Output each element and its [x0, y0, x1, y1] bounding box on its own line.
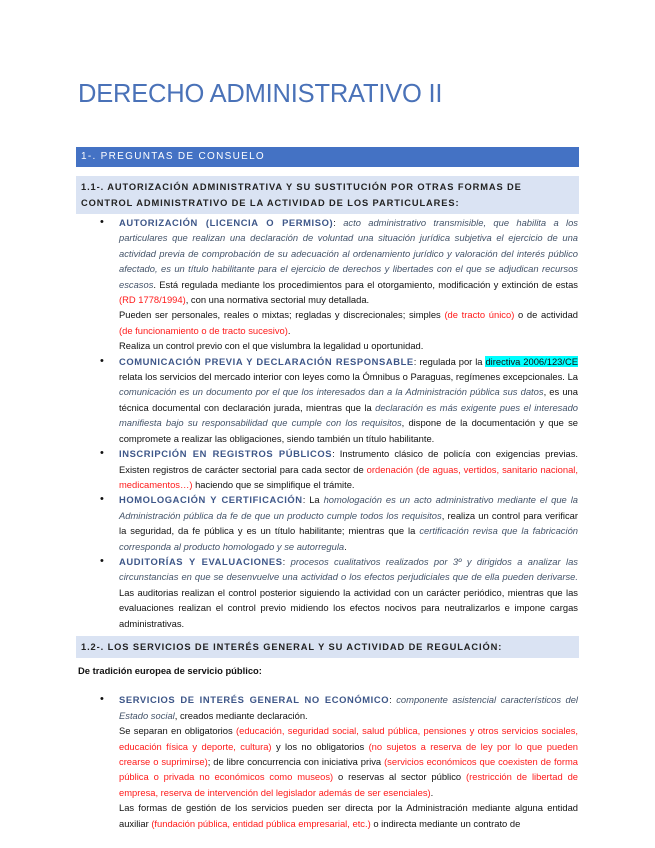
body-text: : Instrumento clásico de policía con exigencias previas. Existen registros de carácter sectorial para cada sector de [119, 448, 579, 475]
body-text: : regulada por la [413, 355, 486, 367]
highlighted-reference: directiva 2006/123/CE [485, 355, 578, 367]
red-note: (de tracto único) [444, 309, 515, 321]
list-item [78, 492, 578, 554]
bullet-list-1-1 [78, 215, 578, 631]
red-note: (educación, seguridad social, salud pública, pensiones y otros servicios sociales, educación física y deporte, cultura) [119, 725, 578, 752]
definition-text: comunicación es un documento por el que los interesados dan a la Administración pública sus datos [119, 386, 544, 398]
section-heading: 1-. PREGUNTAS DE CONSUELO [76, 147, 579, 167]
body-text: : [389, 694, 397, 706]
body-text: . [344, 540, 347, 552]
list-item [78, 215, 578, 354]
red-note: (RD 1778/1994) [119, 294, 186, 306]
red-note: ordenación (de aguas, vertidos, sanitario nacional, medicamentos…) [119, 463, 578, 490]
term-heading: SERVICIOS DE INTERÉS GENERAL NO ECONÓMICO [119, 694, 390, 706]
definition-text: declaración es más exigente pues el interesado manifiesta bajo su responsabilidad que cumple con los requisitos [119, 401, 579, 429]
red-note: (restricción de libertad de empresa, reserva de intervención del legislador además de ser esenciales) [119, 771, 578, 798]
body-text: Las auditorias realizan el control posterior siguiendo la actividad con un carácter periódico, mientras que las evaluaciones realizan el control previo midiendo los efectos nocivos para neutralizarlos e impone cargas administrativas. [119, 586, 578, 629]
definition-text: procesos cualitativos realizados por 3º y dirigidos a analizar las circunstancias en que se desenvuelve una actividad o los efectos perjudiciales que de ella pueden derivarse. [119, 555, 578, 583]
list-item [78, 554, 578, 631]
body-text: Se separan en obligatorios [119, 725, 236, 737]
term-heading: AUDITORÍAS Y EVALUACIONES [119, 555, 283, 567]
body-text: Las formas de gestión de los servicios pueden ser directa por la Administración mediante alguna entidad auxiliar [119, 802, 578, 829]
list-item [78, 692, 578, 831]
body-text: o reservas al sector público [333, 771, 466, 783]
paragraph [119, 723, 578, 800]
list-item [78, 446, 578, 492]
body-text: : [333, 217, 344, 228]
red-note: (servicios económicos que coexisten de forma pública o privada no económicos como museos) [119, 756, 578, 783]
red-note: (no sujetos a reserva de ley por lo que pueden crearse o suprimirse) [119, 740, 579, 768]
red-note: (fundación pública, entidad pública empresarial, etc.) [151, 817, 371, 829]
body-text: Pueden ser personales, reales o mixtas; regladas y discrecionales; simples [119, 309, 445, 321]
definition-text: acto administrativo transmisible, que habilita a los particulares que realizan una declaración de voluntad una situación jurídica subjetiva el ejercicio de una actividad previa de comprobación de su adecuación al ordenamiento jurídico y valoración del interés público afectado, es un título habilitante para el ejercicio de derechos y libertades con el que se adjudican recursos escasos [119, 217, 578, 290]
body-text: , dispone de la documentación y que se compromete a realizar las obligaciones, siendo también un título habilitante. [119, 417, 578, 444]
definition-text: homologación es un acto administrativo mediante el que la Administración pública da fe de que un producto cumple todos los requisitos [119, 494, 578, 521]
red-note: (de funcionamiento o de tracto sucesivo) [119, 324, 288, 336]
bullet-list-1-2 [78, 692, 578, 831]
body-text: o de actividad [514, 309, 578, 321]
body-text: . [287, 324, 291, 336]
body-text: : [282, 555, 291, 567]
paragraph [119, 692, 578, 723]
term-heading: INSCRIPCIÓN EN REGISTROS PÚBLICOS [119, 448, 333, 460]
paragraph [119, 554, 578, 631]
section-1-2-body [78, 663, 578, 831]
body-text: Realiza un control previo con el que vislumbra la legalidad u oportunidad. [119, 340, 424, 352]
body-text: , creados mediante declaración. [174, 709, 308, 721]
list-item [78, 354, 578, 446]
body-text: y los no obligatorios [271, 740, 369, 752]
paragraph [119, 492, 578, 554]
definition-text: certificación revisa que la fabricación corresponda al producto homologado y se autorregula [119, 525, 579, 552]
body-text: , es una técnica documental con declaración jurada, mientras que la [119, 386, 578, 413]
term-heading: HOMOLOGACIÓN Y CERTIFICACIÓN [119, 494, 303, 506]
body-text: ; de libre concurrencia con iniciativa priva [207, 756, 385, 768]
body-text: o indirecta mediante un contrato de [370, 817, 521, 829]
paragraph [119, 307, 578, 338]
body-text: , realiza un control para verificar la seguridad, da fe pública y es un título habilitante; mientras que la [119, 509, 578, 537]
intro-paragraph: De tradición europea de servicio público: [78, 665, 262, 676]
paragraph [119, 354, 578, 446]
body-text: relata los servicios del mercado interior con leyes como la Ómnibus o Paraguas, regímenes excepcionales. La [119, 371, 578, 383]
document-title: DERECHO ADMINISTRATIVO II [78, 80, 443, 108]
paragraph [119, 446, 578, 492]
term-heading: COMUNICACIÓN PREVIA Y DECLARACIÓN RESPONSABLE [119, 355, 414, 367]
paragraph [119, 215, 578, 307]
body-text: haciendo que se simplifique el trámite. [192, 478, 355, 490]
subsection-heading-1-2: 1.2-. LOS SERVICIOS DE INTERÉS GENERAL Y SU ACTIVIDAD DE REGULACIÓN: [76, 636, 579, 658]
paragraph [119, 338, 578, 353]
body-text: . Está regulada mediante los procedimientos para el otorgamiento, modificación y extinción de estas [153, 278, 578, 290]
section-1-1-body [78, 215, 578, 631]
definition-text: componente asistencial característicos del Estado social [119, 694, 578, 721]
body-text: , con una normativa sectorial muy detallada. [185, 294, 370, 306]
paragraph [119, 800, 578, 831]
body-text: . [430, 786, 434, 798]
body-text: : La [302, 494, 324, 506]
subsection-heading-1-1: 1.1-. AUTORIZACIÓN ADMINISTRATIVA Y SU SUSTITUCIÓN POR OTRAS FORMAS DE CONTROL ADMINISTRATIVO DE LA ACTIVIDAD DE LOS PARTICULARES: [76, 176, 579, 214]
term-heading: AUTORIZACIÓN (LICENCIA O PERMISO) [119, 217, 334, 228]
